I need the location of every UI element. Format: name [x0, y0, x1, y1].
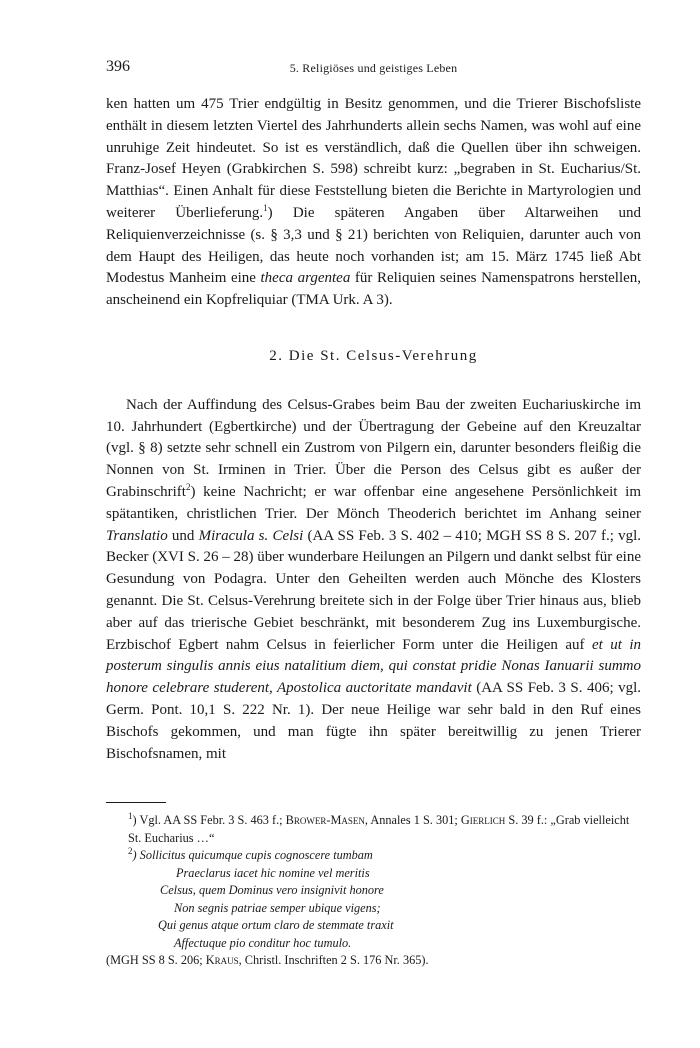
footnote-2	[106, 847, 641, 970]
footnote-mark: 2	[128, 845, 133, 856]
section-heading: 2. Die St. Celsus-Verehrung	[269, 347, 478, 364]
text-run: (AA SS Feb. 3 S. 406; vgl. Germ. Pont. 10,1 S. 222 Nr. 1). Der neue Heilige war sehr bald in den Ruf eines Bischofs gekommen, und man fügte ihn später bereitwillig zu jenen Trierer Bischofsnamen, mit	[106, 680, 641, 762]
text-run: Nach der Auffindung des Celsus-Grabes beim Bau der zweiten Euchariuskirche im 10. Jahrhundert (Egbertkirche) und der Übertragung der Gebeine auf den Kreuzaltar (vgl. § 8) setzte sehr schnell ein Zustrom von Pilgern ein, darunter besonders fleißig die Nonnen von St. Irminen in Trier. Über die Person des Celsus gibt es außer der Grabinschrift	[106, 396, 641, 500]
poem-line: Praeclarus iacet hic nomine vel meritis	[176, 865, 370, 880]
text-run: , Christl. Inschriften 2 S. 176 Nr. 365).	[238, 953, 429, 967]
italic-term: theca argentea	[260, 270, 351, 287]
author-name: Gierlich	[460, 813, 506, 827]
author-name: Brower-Masen	[285, 813, 365, 827]
text-run: ) Vgl. AA SS Febr. 3 S. 463 f.;	[132, 813, 286, 827]
text-run: ken hatten um 475 Trier endgültig in Besitz genommen, und die Trierer Bischofsliste enthält in diesem letzten Viertel des Jahrhunderts allein sechs Namen, was wohl auf eine unruhige Zeit hindeutet. So ist es verständlich, daß die Quellen über ihn schweigen. Franz-Josef Heyen (Grabkirchen S. 598) schreibt kurz: „begraben in St. Eucharius/St. Matthias“. Einen Anhalt für diese Feststellung bieten die Berichte in Martyrologien und weiterer Überlieferung.	[106, 96, 641, 221]
author-name: Kraus	[205, 953, 239, 967]
page-header	[106, 58, 641, 80]
poem-line: Celsus, quem Dominus vero insignivit honore	[160, 883, 384, 897]
paragraph	[106, 94, 641, 312]
text-run: ) Die späteren Angaben über Altarweihen und Reliquienverzeichnisse (s. § 3,3 und § 21) berichten von Reliquien, darunter auch von dem Haupt des Heiligen, das heute noch vorhanden ist; am 15. März 1745 ließ Abt Modestus Manheim eine	[106, 204, 641, 287]
poem-line: Non segnis patriae semper ubique vigens;	[174, 900, 381, 915]
poem-line	[106, 847, 641, 865]
text-run: für Reliquien seines Namenspatrons herstellen, anscheinend ein Kopfreliquiar (TMA Urk. A 3).	[106, 270, 642, 309]
text-run: (MGH SS 8 S. 206;	[106, 953, 206, 967]
text-run: und	[167, 527, 199, 544]
text-run: ) keine Nachricht; er war offenbar eine angesehene Persönlichkeit im spätantiken, christlichen Trier. Der Mönch Theoderich berichtet im Anhang seiner	[106, 483, 641, 522]
latin-quotation: et ut in posterum singulis annis eius natalitium diem, qui constat pridie Nonas Ianuarii summo honore celebrare studerent, Apostolica auctoritate mandavit	[106, 636, 641, 697]
footnote-mark: 1	[128, 810, 133, 821]
footnote-1	[106, 812, 641, 847]
italic-title: Translatio	[106, 527, 168, 544]
poem-line: Affectuque pio conditur hoc tumulo.	[174, 935, 352, 950]
paragraph	[106, 395, 641, 766]
footnote-reference: 2	[185, 481, 191, 492]
text-run: , Annales 1 S. 301;	[364, 813, 461, 827]
running-head: 5. Religiöses und geistiges Leben	[289, 61, 458, 75]
footnotes	[106, 812, 641, 970]
text-run: (AA SS Feb. 3 S. 402 – 410; MGH SS 8 S. 207 f.; vgl. Becker (XVI S. 26 – 28) über wunderbare Heilungen an Pilgern und dankt selbst für eine Gesundung von Podagra. Unter den Geheilten werden auch Mönche des Klosters genannt. Die St. Celsus-Verehrung breitete sich in der Folge über Trier hinaus aus, blieb aber auf das trierische Gebiet beschränkt, mit besonderem Zug ins Luxemburgische. Erzbischof Egbert nahm Celsus in feierlicher Form unter die Heiligen auf	[106, 527, 642, 653]
poem-line: Qui genus atque ortum claro de stemmate traxit	[158, 918, 394, 932]
footnote-reference: 1	[263, 202, 268, 213]
page-number: 396	[106, 58, 130, 75]
footnote-source	[106, 952, 641, 970]
main-text	[106, 94, 641, 765]
text-run: S. 39 f.: „Grab vielleicht St. Eucharius …“	[128, 813, 630, 845]
footnote-separator	[106, 802, 166, 803]
italic-title: Miracula s. Celsi	[198, 527, 304, 544]
text-run: ) Sollicitus quicumque cupis cognoscere tumbam	[132, 848, 373, 862]
